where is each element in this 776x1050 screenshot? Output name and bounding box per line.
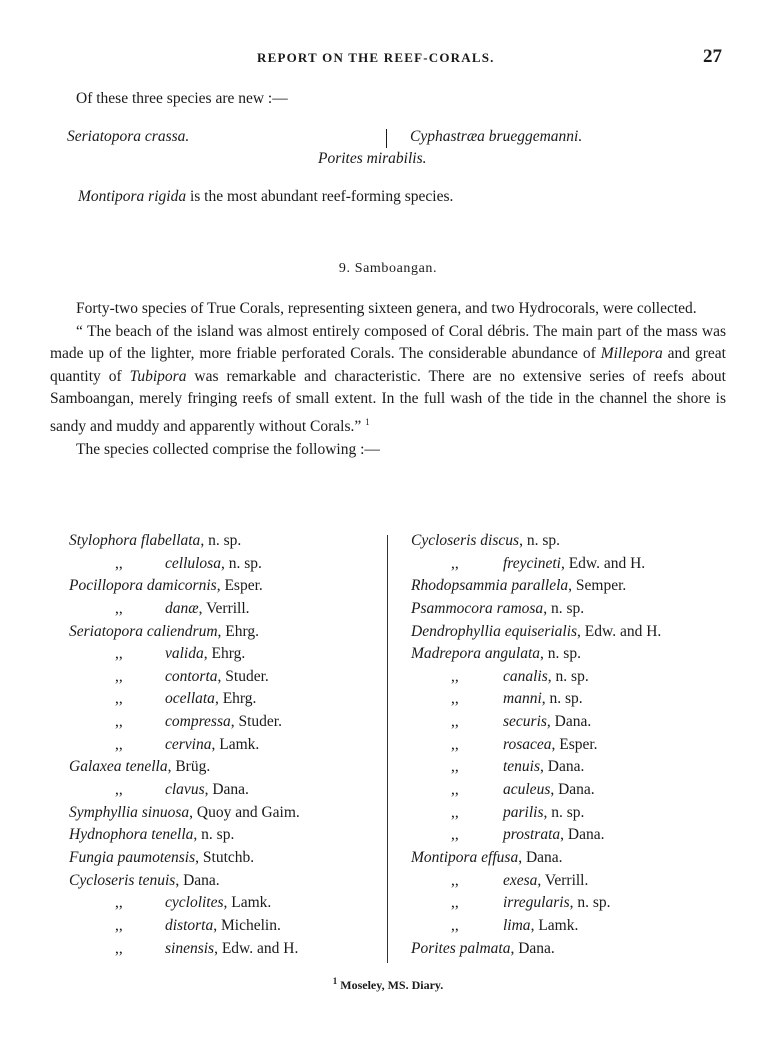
paragraph-2 <box>50 321 726 439</box>
species-authority: , n. sp. <box>543 803 585 821</box>
ditto-mark: ,, <box>115 713 123 731</box>
species-entry <box>411 711 661 734</box>
species-authority: , Ehrg. <box>214 690 257 708</box>
species-entry <box>411 666 661 689</box>
species-entry <box>69 621 300 644</box>
species-authority: , Dana. <box>540 758 585 776</box>
species-name: Madrepora angulata <box>411 645 541 663</box>
ditto-mark: ,, <box>451 916 459 934</box>
species-entry <box>69 915 300 938</box>
species-entry <box>411 553 661 576</box>
species-entry <box>69 711 300 734</box>
new-species-intro: Of these three species are new :— <box>76 90 288 107</box>
ditto-mark: ,, <box>115 894 123 912</box>
species-name: Hydnophora tenella <box>69 826 194 844</box>
species-name: Dendrophyllia equiserialis <box>411 622 578 640</box>
species-authority: , Quoy and Gaim. <box>189 803 300 821</box>
species-entry <box>69 553 300 576</box>
ditto-mark: ,, <box>451 758 459 776</box>
footnote-text: Moseley, MS. Diary. <box>337 978 444 992</box>
species-authority: , n. sp. <box>569 894 611 912</box>
species-entry <box>411 643 661 666</box>
species-entry <box>411 915 661 938</box>
footnote-ref: 1 <box>365 416 370 427</box>
species-authority: , Semper. <box>568 577 627 595</box>
species-authority: , Dana. <box>560 826 605 844</box>
species-name: Porites palmata <box>411 939 511 957</box>
species-authority: , Verrill. <box>198 599 250 617</box>
species-entry <box>69 756 300 779</box>
ditto-mark: ,, <box>115 554 123 572</box>
species-authority: , Lamk. <box>211 735 260 753</box>
species-name: clavus <box>165 781 205 799</box>
species-entry <box>411 575 661 598</box>
species-authority: , Michelin. <box>213 916 281 934</box>
ditto-mark: ,, <box>451 735 459 753</box>
species-entry <box>411 734 661 757</box>
species-authority: , n. sp. <box>200 532 242 549</box>
species-name: Galaxea tenella <box>69 758 168 776</box>
species-name: exesa <box>503 871 538 889</box>
species-entry <box>69 938 300 961</box>
species-authority: , Dana. <box>546 713 592 731</box>
species-authority: , Brüg. <box>167 758 211 776</box>
page-header <box>0 46 776 70</box>
species-name: valida <box>165 645 204 663</box>
species-authority: , Dana. <box>550 781 595 799</box>
species-entry <box>69 688 300 711</box>
species-name: cyclolites <box>165 894 224 912</box>
new-species-3: Porites mirabilis. <box>318 150 427 167</box>
species-authority: , Edw. and H. <box>577 622 662 640</box>
tubipora-name: Tubipora <box>129 367 187 385</box>
ditto-mark: ,, <box>115 781 123 799</box>
ditto-mark: ,, <box>451 871 459 889</box>
species-authority: , n. sp. <box>519 532 560 549</box>
species-name: Fungia paumotensis <box>69 848 196 866</box>
species-entry <box>69 892 300 915</box>
ditto-mark: ,, <box>451 781 459 799</box>
ditto-mark: ,, <box>451 826 459 844</box>
species-authority: , Dana. <box>204 781 249 799</box>
species-name: irregularis <box>503 894 570 912</box>
species-entry <box>411 779 661 802</box>
running-head: REPORT ON THE REEF-CORALS. <box>257 50 495 65</box>
species-authority: , Esper. <box>216 577 263 595</box>
species-entry <box>411 847 661 870</box>
species-authority: , Stutchb. <box>195 848 255 866</box>
species-entry <box>411 870 661 893</box>
species-authority: , Studer. <box>230 713 282 731</box>
ditto-mark: ,, <box>115 645 123 663</box>
ditto-mark: ,, <box>451 894 459 912</box>
species-name: securis <box>503 713 547 731</box>
species-entry <box>69 530 300 553</box>
species-name: contorta <box>165 667 218 685</box>
ditto-mark: ,, <box>115 599 123 617</box>
species-entry <box>411 892 661 915</box>
column-divider <box>387 535 388 963</box>
species-authority: , Lamk. <box>223 894 272 912</box>
species-authority: , Verrill. <box>537 871 589 889</box>
species-entry <box>69 575 300 598</box>
species-name: sinensis <box>165 939 215 957</box>
paragraph-3: The species collected comprise the following :— <box>76 440 380 458</box>
species-entry <box>411 802 661 825</box>
species-name: Psammocora ramosa <box>411 599 544 617</box>
section-title: 9. Samboangan. <box>338 261 438 276</box>
species-name: tenuis <box>503 758 541 776</box>
millepora-name: Millepora <box>600 345 663 363</box>
species-authority: , Ehrg. <box>203 645 246 663</box>
ditto-mark: ,, <box>451 554 459 572</box>
species-name: compressa <box>165 713 231 731</box>
species-name: freycineti <box>503 554 561 572</box>
species-authority: , n. sp. <box>220 554 262 572</box>
species-name: prostrata <box>503 826 561 844</box>
species-entry <box>69 598 300 621</box>
ditto-mark: ,, <box>115 939 123 957</box>
species-entry <box>411 756 661 779</box>
species-entry <box>69 824 300 847</box>
species-name: rosacea <box>503 735 552 753</box>
species-name: parilis <box>503 803 544 821</box>
ditto-mark: ,, <box>451 713 459 731</box>
species-name: aculeus <box>503 781 551 799</box>
new-species-2: Cyphastræa brueggemanni. <box>410 128 583 145</box>
species-name: canalis <box>503 667 548 685</box>
footnote-mark: 1 <box>332 976 338 986</box>
species-entry <box>69 643 300 666</box>
species-authority: , Esper. <box>551 735 598 753</box>
species-name: Symphyllia sinuosa <box>69 803 190 821</box>
species-entry <box>411 824 661 847</box>
species-name: ocellata <box>165 690 215 708</box>
species-list-left <box>69 530 300 960</box>
species-entry <box>411 938 661 961</box>
species-entry <box>411 621 661 644</box>
footnote <box>0 976 776 993</box>
species-name: cervina <box>165 735 212 753</box>
species-name: manni <box>503 690 542 708</box>
ditto-mark: ,, <box>451 667 459 685</box>
ditto-mark: ,, <box>115 667 123 685</box>
species-entry <box>69 779 300 802</box>
new-species-1: Seriatopora crassa. <box>67 128 190 145</box>
species-authority: , Dana. <box>175 871 220 889</box>
page-number: 27 <box>703 46 722 67</box>
species-name: Stylophora flabellata <box>69 532 201 549</box>
abundant-rest: is the most abundant reef-forming species. <box>186 188 454 205</box>
species-name: cellulosa <box>165 554 221 572</box>
abundant-species-line <box>78 188 453 206</box>
para2-a: “ The beach of the island was almost entirely composed of Coral débris. The main part of the mass was made up of the lighter, more friable perforated Corals. The considerable abundance of <box>50 322 726 363</box>
species-authority: , Dana. <box>518 848 563 866</box>
species-authority: , Ehrg. <box>217 622 260 640</box>
species-name: Seriatopora caliendrum <box>69 622 218 640</box>
species-authority: , n. sp. <box>540 645 581 663</box>
species-authority: , Studer. <box>217 667 269 685</box>
species-name: danæ <box>165 599 199 617</box>
ditto-mark: ,, <box>115 735 123 753</box>
species-name: Rhodopsammia parallela <box>411 577 569 595</box>
species-authority: , n. sp. <box>193 826 235 844</box>
species-name: lima <box>503 916 531 934</box>
species-entry <box>411 530 661 553</box>
species-name: Cycloseris tenuis <box>69 871 176 889</box>
para2-c: was remarkable and characteristic. There are no extensive series of reefs about Samboangan, merely fringing reefs of small extent. In the full wash of the tide in the channel the shore is sandy and muddy and apparently without Corals.” <box>50 367 726 436</box>
species-authority: , Edw. and H. <box>560 554 646 572</box>
species-authority: , Edw. and H. <box>214 939 299 957</box>
species-entry <box>69 734 300 757</box>
para2-b: and great quantity of <box>50 345 726 385</box>
species-name: Montipora effusa <box>411 848 519 866</box>
species-entry <box>411 688 661 711</box>
species-authority: , n. sp. <box>543 599 585 617</box>
species-authority: , n. sp. <box>541 690 583 708</box>
species-entry <box>69 802 300 825</box>
species-entry <box>69 870 300 893</box>
species-entry <box>411 598 661 621</box>
species-name: Pocillopora damicornis <box>69 577 217 595</box>
species-authority: , n. sp. <box>547 667 589 685</box>
paragraph-1: Forty-two species of True Corals, representing sixteen genera, and two Hydrocorals, were collected. <box>76 300 697 317</box>
section-body <box>50 298 726 461</box>
species-name: distorta <box>165 916 214 934</box>
species-entry <box>69 847 300 870</box>
ditto-mark: ,, <box>451 690 459 708</box>
separator-bar <box>386 129 387 148</box>
abundant-genus: Montipora rigida <box>78 188 187 205</box>
ditto-mark: ,, <box>451 803 459 821</box>
ditto-mark: ,, <box>115 916 123 934</box>
species-authority: , Lamk. <box>530 916 579 934</box>
species-entry <box>69 666 300 689</box>
species-authority: , Dana. <box>510 939 555 957</box>
species-name: Cycloseris discus <box>411 532 520 549</box>
ditto-mark: ,, <box>115 690 123 708</box>
species-list-right <box>411 530 661 960</box>
